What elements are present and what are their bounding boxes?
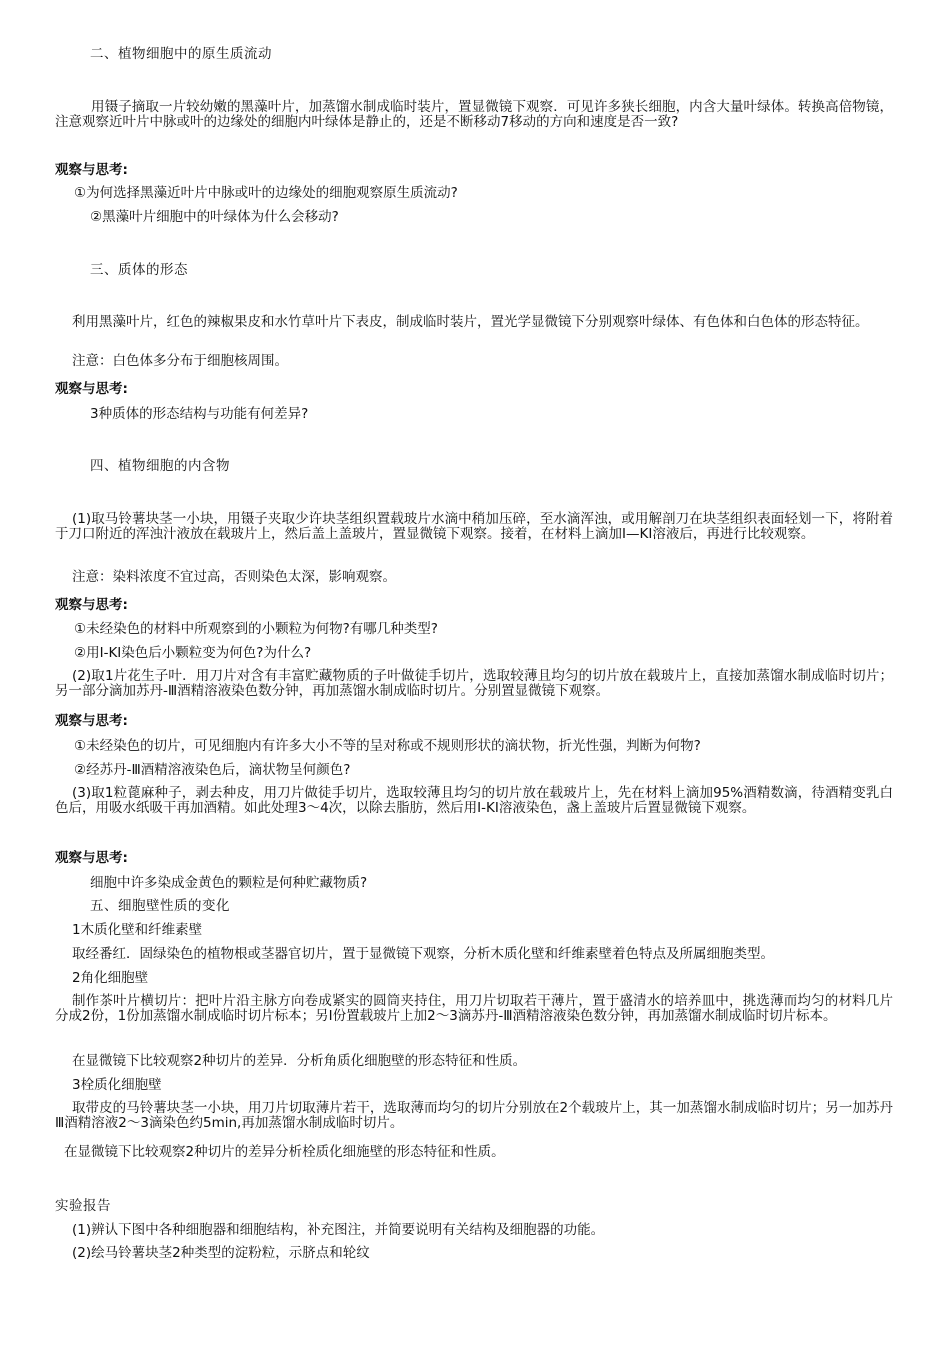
section-heading-cell-inclusions: 四、植物细胞的内含物 [90,458,230,474]
question-item: ①为何选择黑藻近叶片中脉或叶的边缘处的细胞观察原生质流动? [74,185,458,201]
paragraph-lignified-wall: 取经番红．固绿染色的植物根或茎器官切片，置于显微镜下观察，分析木质化壁和纤维素壁着色特点及所属细胞类型。 [72,946,774,962]
section-heading-protoplasm-streaming: 二、植物细胞中的原生质流动 [90,46,272,62]
paragraph-cutinized-wall: 制作茶叶片横切片：把叶片沿主脉方向卷成紧实的圆筒夹持住，用刀片切取若干薄片，置于盛清水的培养皿中，挑选薄而均匀的材料几片分成2份，1份加蒸馏水制成临时切片标本；另I份置载玻片上加2～3滴苏丹-Ⅲ酒精溶液染色数分钟，再加蒸馏水制成临时切片标本。 [55,993,893,1024]
paragraph-peanut-cotyledon: (2)取1片花生子叶．用刀片对含有丰富贮藏物质的子叶做徒手切片，选取较薄且均匀的切片放在载玻片上，直接加蒸馏水制成临时切片；另一部分滴加苏丹-Ⅲ酒精溶液染色数分钟，再加蒸馏水制成临时切片。分别置显微镜下观察。 [55,668,893,699]
question-item: ①未经染色的材料中所观察到的小颗粒为何物?有哪几种类型? [74,621,438,637]
observe-think-title: 观察与思考: [55,162,128,178]
paragraph-protoplasm-streaming: 用镊子摘取一片较幼嫩的黑藻叶片，加蒸馏水制成临时装片，置显微镜下观察．可见许多狭长细胞，内含大量叶绿体。转换高倍物镜，注意观察近叶片中脉或叶的边缘处的细胞内叶绿体是静止的，还是不断移动7移动的方向和速度是否一致? [55,99,893,130]
section-heading-plastid-morphology: 三、质体的形态 [90,262,188,278]
report-item: (1)辨认下图中各种细胞器和细胞结构，补充图注，并简要说明有关结构及细胞器的功能。 [72,1222,605,1238]
question-item: ②经苏丹-Ⅲ酒精溶液染色后，滴状物呈何颜色? [74,762,351,778]
report-item: (2)绘马铃薯块茎2种类型的淀粉粒，示脐点和轮纹 [72,1245,370,1261]
note-text: 注意：白色体多分布于细胞核周围。 [72,353,288,369]
observe-think-title: 观察与思考: [55,713,128,729]
question-item: ②用I-KI染色后小颗粒变为何色?为什么? [74,645,312,661]
question-item: 3种质体的形态结构与功能有何差异? [90,406,309,422]
paragraph-suberized-compare: 在显微镜下比较观察2种切片的差异分析栓质化细施壁的形态特征和性质。 [64,1144,505,1160]
subheading: 1木质化壁和纤维素壁 [72,922,203,938]
paragraph-suberized-wall: 取带皮的马铃薯块茎一小块，用刀片切取薄片若干，选取薄而均匀的切片分别放在2个载玻片上，其一加蒸馏水制成临时切片；另一加苏丹Ⅲ酒精溶液2～3滴染色约5min,再加蒸馏水制成临时切片。 [55,1100,893,1131]
paragraph-castor-seed: (3)取1粒蓖麻种子，剥去种皮，用刀片做徒手切片，选取较薄且均匀的切片放在载玻片上，先在材料上滴加95%酒精数滴，待酒精变乳白色后，用吸水纸吸干再加酒精。如此处理3～4次，以除去脂肪，然后用I-KI溶液染色，盏上盖玻片后置显微镜下观察。 [55,785,893,816]
subheading: 3栓质化细胞壁 [72,1077,162,1093]
observe-think-title: 观察与思考: [55,381,128,397]
subheading: 2角化细胞壁 [72,970,149,986]
observe-think-title: 观察与思考: [55,597,128,613]
section-heading-lab-report: 实验报告 [55,1198,111,1214]
question-item: ②黑藻叶片细胞中的叶绿体为什么会移动? [90,209,339,225]
paragraph-plastid-morphology: 利用黑藻叶片，红色的辣椒果皮和水竹草叶片下表皮，制成临时装片，置光学显微镜下分别观察叶绿体、有色体和白色体的形态特征。 [72,314,869,330]
section-heading-cell-wall-changes: 五、细胞壁性质的变化 [90,898,230,914]
note-text: 注意：染料浓度不宜过高，否则染色太深，影响观察。 [72,569,396,585]
question-item: ①未经染色的切片，可见细胞内有许多大小不等的呈对称或不规则形状的滴状物，折光性强，判断为何物? [74,738,701,754]
observe-think-title: 观察与思考: [55,850,128,866]
paragraph-potato-starch: (1)取马铃薯块茎一小块，用镊子夹取少许块茎组织置载玻片水滴中稍加压碎，至水滴浑浊，或用解剖刀在块茎组织表面轻划一下，将附着于刀口附近的浑浊汁液放在载玻片上，然后盖上盖玻片，置显微镜下观察。接着，在材料上滴加I—KI溶液后，再进行比较观察。 [55,511,893,542]
paragraph-cutinized-compare: 在显微镜下比较观察2种切片的差异．分析角质化细胞壁的形态特征和性质。 [72,1053,527,1069]
question-item: 细胞中许多染成金黄色的颗粒是何种贮藏物质? [90,875,368,891]
